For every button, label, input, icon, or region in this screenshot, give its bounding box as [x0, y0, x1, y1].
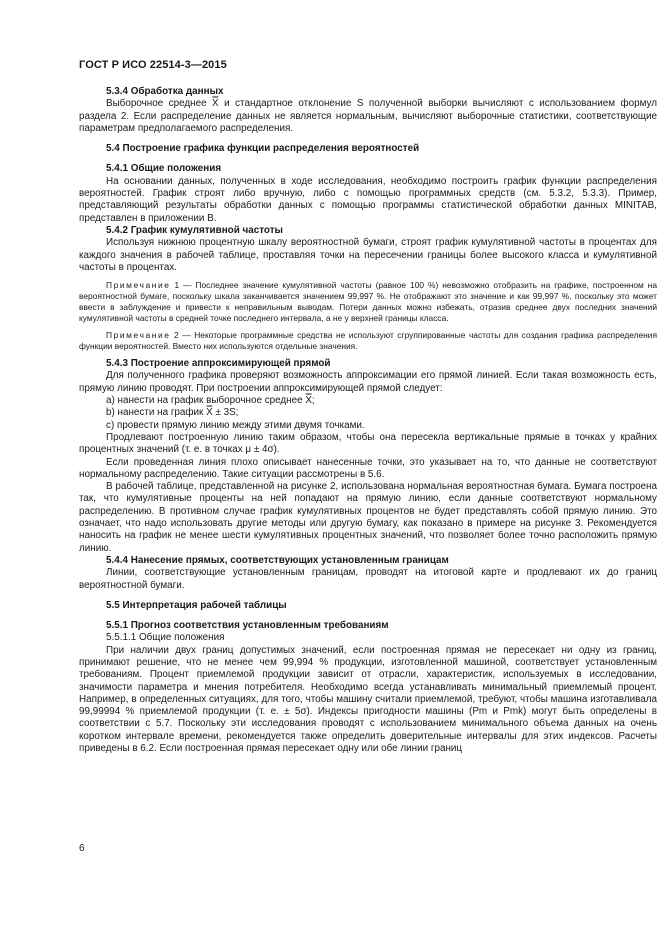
heading-5-4-3: 5.4.3 Построение аппроксимирующей прямой	[106, 358, 331, 370]
paragraph-5-4-2: Используя нижнюю процентную шкалу вероятностной бумаги, строят график кумулятивной частоты в процентах для каждого значения в рабочей таблице, проставляя точки на пересечении границы более высокого класса и кумулятивной частоты в процентах.	[79, 237, 657, 273]
heading-5-5: 5.5 Интерпретация рабочей таблицы	[106, 599, 287, 611]
document-body	[79, 86, 657, 755]
paragraph-5-4-3-paper: В рабочей таблице, представленной на рисунке 2, использована нормальная вероятностная бумага. Бумага построена так, что кумулятивные проценты на ней попадают на прямую линию, если данные соответствуют нормальному распределению. В противном случае график кумулятивных процентов не будет представлять собой прямую линию. Это означает, что надо использовать другие методы или другую бумагу, как показано в примере на рисунке 3. Рекомендуется наносить на график не менее шести кумулятивных процентных значений, что позволяет более точно расположить прямую линию.	[79, 481, 657, 554]
note-1-label: Примечание	[106, 280, 171, 291]
heading-5-4: 5.4 Построение графика функции распределения вероятностей	[106, 143, 420, 155]
paragraph-5-4-3-extend: Продлевают построенную линию таким образом, чтобы она пересекла вертикальные прямые в точках у крайних процентных значений (т. е. в точках μ ± 4σ).	[79, 431, 657, 456]
paragraph-5-4-1: На основании данных, полученных в ходе исследования, необходимо построить график функции распределения вероятностей. График строят либо вручную, либо с помощью программных средств (см. 5.3.2, 5.3.3). Пример, представляющий результаты обработки данных с помощью программы статистической обработки данных MINITAB, представлен в приложении В.	[79, 175, 657, 224]
page-number: 6	[79, 843, 85, 854]
paragraph-5-3-4: Выборочное среднее X̿ и стандартное отклонение S полученной выборки вычисляют с использованием формул раздела 2. Если распределение данных не является нормальным, вычисляют выборочные статистики, соответствующие параметрам предполагаемого распределения.	[79, 98, 657, 134]
paragraph-5-4-3-intro: Для полученного графика проверяют возможность аппроксимации его прямой линией. Если такая возможность есть, прямую линию проводят. При построении аппроксимирующей прямой следует:	[79, 370, 657, 394]
document-header: ГОСТ Р ИСО 22514-3—2015	[79, 59, 227, 71]
list-item-a: a) нанести на график выборочное среднее X̿;	[106, 395, 315, 407]
list-item-c: c) провести прямую линию между этими двумя точками.	[106, 419, 365, 431]
heading-5-4-2: 5.4.2 График кумулятивной частоты	[106, 224, 283, 236]
heading-5-4-1: 5.4.1 Общие положения	[106, 163, 222, 175]
heading-5-5-1-1: 5.5.1.1 Общие положения	[106, 632, 225, 644]
paragraph-5-5-1-1: При наличии двух границ допустимых значений, если построенная прямая не пересекает ни одну из границ, принимают решение, что не менее чем 99,994 % продукции, изготовленной машиной, соответствует установленным требованиям. Процент приемлемой продукции зависит от отрасли, характеристик, используемых в исследовании, значимости параметра и мнения потребителя. Необходимо всегда устанавливать минимальный приемлемый процент. Например, в определенных ситуациях, для того, чтобы машину считали приемлемой, требуют, чтобы машина изготавливала 99,99994 % приемлемой продукции (т. е. ± 5σ). Индексы пригодности машины (Pm и Pmk) могут быть определены в соответствии с 5.7. Поскольку эти исследования проводят с использованием минимального объема данных на очень коротком интервале времени, рекомендуется также определить доверительные интервалы для этих индексов. Расчеты приведены в 6.2. Если построенная прямая пересекает одну или обе линии границ	[79, 644, 657, 755]
note-2-text: 2 — Некоторые программные средства не используют сгруппированные частоты для создания графика распределения функции вероятностей. Вместо них используются отдельные значения.	[79, 330, 657, 352]
paragraph-5-4-4: Линии, соответствующие установленным границам, проводят на итоговой карте и продлевают их до границ вероятностной бумаги.	[79, 567, 657, 591]
note-2-label: Примечание	[106, 330, 171, 341]
list-item-b: b) нанести на график X̿ ± 3S;	[106, 407, 239, 419]
note-2	[79, 330, 657, 352]
paragraph-5-4-3-fit: Если проведенная линия плохо описывает нанесенные точки, это указывает на то, что данные не соответствуют нормальному распределению. Такие ситуации рассмотрены в 5.6.	[79, 456, 657, 480]
heading-5-4-4: 5.4.4 Нанесение прямых, соответствующих установленным границам	[106, 554, 449, 566]
note-1	[79, 280, 657, 324]
note-1-text: 1 — Последнее значение кумулятивной частоты (равное 100 %) невозможно отобразить на графике, построенном на вероятностной бумаге, поскольку шкала заканчивается значением 99,997 %. Не отображают это значение и как 99,997 %, поскольку это может ввести в заблуждение и привести к неправильным выводам. Потери данных можно избежать, отразив среднее двух последних значений кумулятивной частоты в средней точке последнего интервала, а не у верхней границы класса.	[79, 280, 657, 324]
heading-5-5-1: 5.5.1 Прогноз соответствия установленным требованиям	[106, 620, 389, 632]
heading-5-3-4: 5.3.4 Обработка данных	[106, 86, 224, 97]
